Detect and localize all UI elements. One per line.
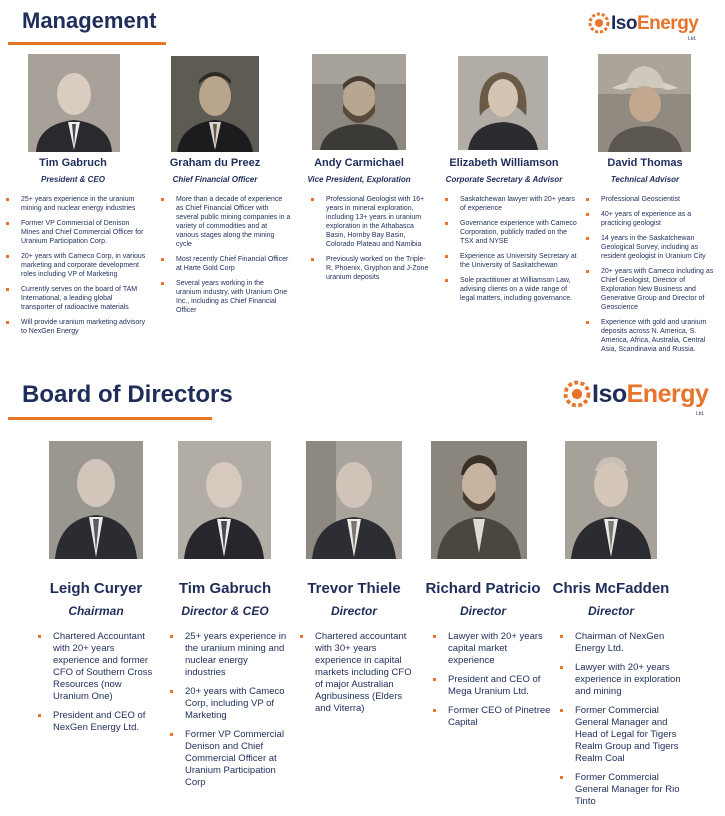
bullet-item: Chartered accountant with 30+ years experience in capital markets including CFO of major Australian Agribusiness (Elders and Viterra) — [300, 631, 418, 715]
bullet-item: Former Commercial General Manager and Head of Legal for Tigers Realm Group and Tigers Realm Coal — [560, 705, 682, 765]
portrait-photo — [171, 56, 259, 152]
bullet-item: 20+ years with Cameco Corp, including VP of Marketing — [170, 686, 290, 722]
person-role: President & CEO — [40, 175, 105, 184]
person-bullets — [445, 195, 577, 309]
logo-energy-text: Energy — [626, 379, 709, 408]
management-title: Management — [22, 8, 157, 33]
person-bullets — [38, 631, 158, 741]
isoenergy-logo — [588, 12, 699, 42]
bullet-item: Most recently Chief Financial Officer at Harte Gold Corp — [161, 255, 291, 273]
person-bullets — [560, 631, 682, 815]
bullet-item: Lawyer with 20+ years capital market experience — [433, 631, 551, 667]
bullet-item: Experience as University Secretary at the University of Saskatchewan — [445, 252, 577, 270]
bullet-item: Sole practitioner at Williamson Law, advising clients on a wide range of legal matters, including governance. — [445, 276, 577, 303]
bullet-item: Former Commercial General Manager for Rio Tinto — [560, 772, 682, 808]
person-role: Director & CEO — [181, 604, 269, 618]
bullet-item: Professional Geoscientist — [586, 195, 718, 204]
portrait-photo — [49, 441, 143, 559]
bullet-item: Chartered Accountant with 20+ years experience and former CFO of Southern Cross Resources (now Uranium One) — [38, 631, 158, 703]
bullet-item: Professional Geologist with 16+ years in mineral exploration, including 13+ years in uranium exploration in the Athabasca Basin, Hornby Bay Basin, Colorado Plateau and Namibia — [311, 195, 431, 249]
management-title-underline — [8, 42, 166, 45]
person-bullets — [170, 631, 290, 796]
person-name: Elizabeth Williamson — [449, 157, 559, 169]
bullet-item: 25+ years experience in the uranium mining and nuclear energy industries — [6, 195, 148, 213]
bullet-item: 40+ years of experience as a practicing geologist — [586, 210, 718, 228]
person-role: Technical Advisor — [610, 175, 680, 184]
person-role: Director — [587, 604, 634, 618]
bullet-item: President and CEO of Mega Uranium Ltd. — [433, 674, 551, 698]
portrait-photo — [458, 56, 548, 150]
portrait-photo — [306, 441, 402, 559]
logo-wordmark — [592, 379, 709, 408]
logo-iso-text: Iso — [611, 12, 637, 34]
logo-wordmark — [611, 14, 698, 33]
logo-ltd-text: Ltd. — [696, 411, 705, 417]
portrait-photo — [28, 54, 120, 152]
logo-ltd-text: Ltd. — [688, 36, 697, 42]
person-name: Tim Gabruch — [178, 580, 272, 597]
bullet-item: Chairman of NexGen Energy Ltd. — [560, 631, 682, 655]
bullet-item: 14 years in the Saskatchewan Geological Survey, including as resident geologist in Uranium City — [586, 234, 718, 261]
logo-energy-text: Energy — [636, 12, 699, 34]
person-name: Richard Patricio — [425, 580, 541, 597]
person-role: Vice President, Exploration — [307, 175, 411, 184]
person-bullets — [300, 631, 418, 722]
person-role: Director — [459, 604, 506, 618]
person-bullets — [161, 195, 291, 321]
bullet-item: Will provide uranium marketing advisory to NexGen Energy — [6, 318, 148, 336]
person-name: Tim Gabruch — [39, 157, 107, 169]
bullet-item: Experience with gold and uranium deposits across N. America, S. America, Africa, Australia, Central Asia, Scandinavia and Russia. — [586, 318, 718, 354]
person-name: Leigh Curyer — [49, 580, 143, 597]
logo-iso-text: Iso — [592, 379, 627, 408]
bullet-item: Former VP Commercial Denison and Chief Commercial Officer at Uranium Participation Corp — [170, 729, 290, 789]
bullet-item: Previously worked on the Triple-R, Phoenix, Gryphon and J-Zone uranium deposits — [311, 255, 431, 282]
bullet-item: 20+ years with Cameco including as Chief Geologist, Director of Exploration New Business and Generative Group and Director of Geoscience — [586, 267, 718, 312]
bullet-item: President and CEO of NexGen Energy Ltd. — [38, 710, 158, 734]
person-name: Graham du Preez — [169, 157, 261, 169]
isoenergy-logo-mark-icon — [563, 380, 591, 408]
person-name: David Thomas — [607, 157, 683, 169]
bullet-item: Several years working in the uranium industry, with Uranium One Inc., including as Chief Financial Officer — [161, 279, 291, 315]
bullet-item: Former CEO of Pinetree Capital — [433, 705, 551, 729]
person-role: Chairman — [68, 604, 124, 618]
portrait-photo — [598, 54, 691, 152]
person-role: Corporate Secretary & Advisor — [445, 175, 563, 184]
person-bullets — [6, 195, 148, 342]
isoenergy-logo-mark-icon — [588, 12, 610, 34]
person-bullets — [433, 631, 551, 736]
bullet-item: Currently serves on the board of TAM International, a leading global transporter of radioactive materials — [6, 285, 148, 312]
person-name: Chris McFadden — [552, 580, 670, 597]
person-role: Director — [330, 604, 377, 618]
portrait-photo — [565, 441, 657, 559]
bullet-item: Saskatchewan lawyer with 20+ years of experience — [445, 195, 577, 213]
bullet-item: More than a decade of experience as Chief Financial Officer with several public mining companies in a variety of commodities and at various stages along the mining cycle — [161, 195, 291, 249]
portrait-photo — [312, 54, 406, 150]
portrait-photo — [431, 441, 527, 559]
person-role: Chief Financial Officer — [172, 175, 258, 184]
bullet-item: Lawyer with 20+ years experience in exploration and mining — [560, 662, 682, 698]
isoenergy-logo — [563, 379, 709, 417]
bullet-item: 20+ years with Cameco Corp, in various marketing and corporate development roles including VP of Marketing — [6, 252, 148, 279]
person-name: Andy Carmichael — [314, 157, 404, 169]
person-bullets — [586, 195, 718, 360]
person-name: Trevor Thiele — [307, 580, 401, 597]
portrait-photo — [178, 441, 271, 559]
board-title-underline — [8, 417, 212, 420]
bullet-item: Former VP Commercial of Denison Mines and Chief Commercial Officer for Uranium Participation Corp. — [6, 219, 148, 246]
board-title: Board of Directors — [22, 381, 233, 408]
bullet-item: Governance experience with Cameco Corporation, publicly traded on the TSX and NYSE — [445, 219, 577, 246]
bullet-item: 25+ years experience in the uranium mining and nuclear energy industries — [170, 631, 290, 679]
person-bullets — [311, 195, 431, 288]
